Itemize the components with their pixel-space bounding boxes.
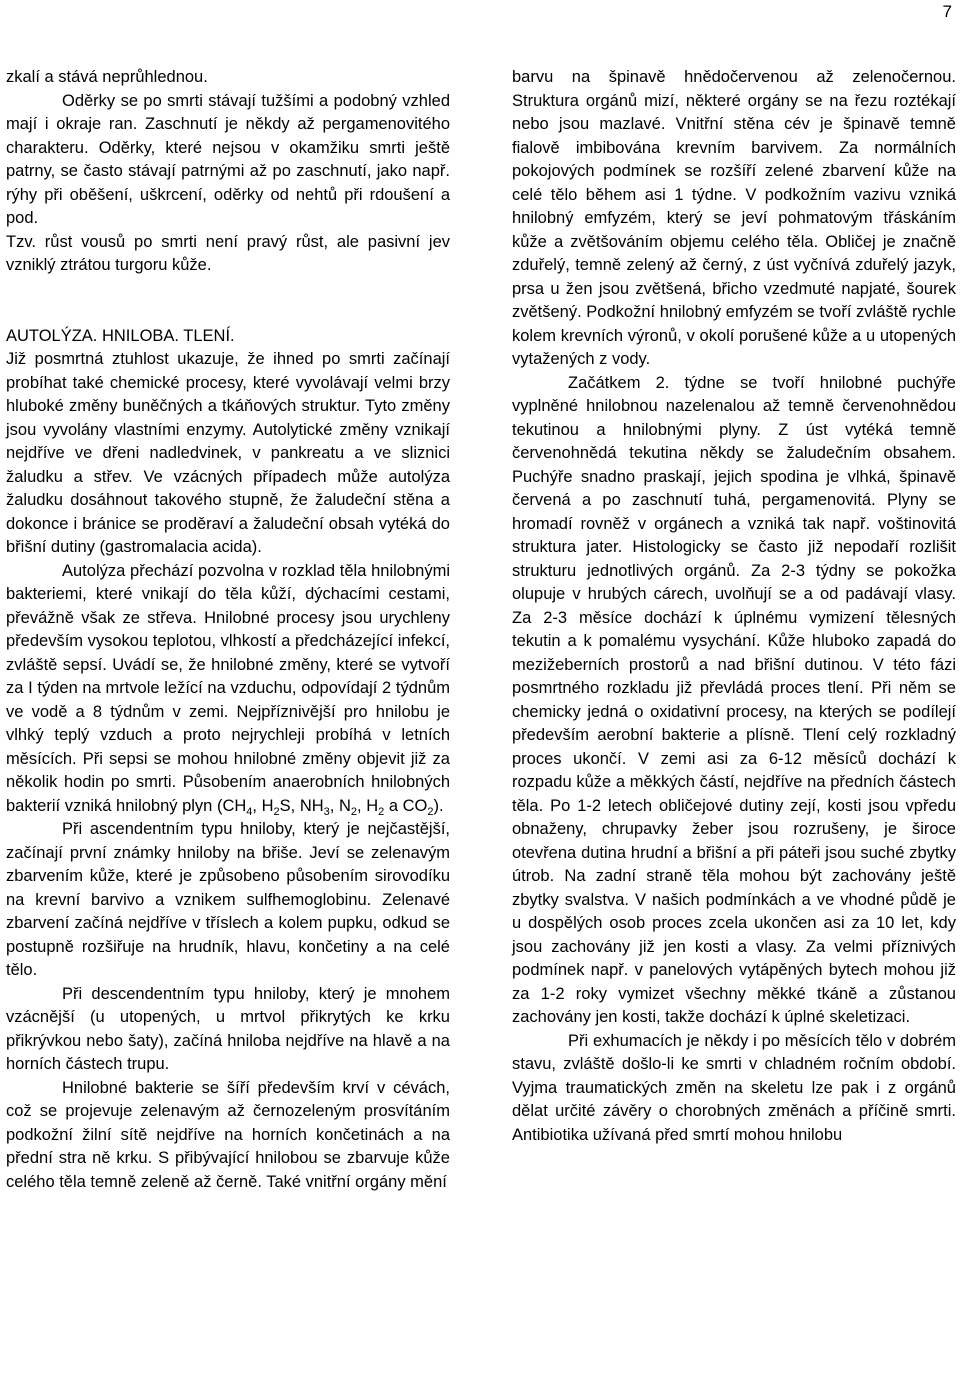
paragraph: Tzv. růst vousů po smrti není pravý růst, ale pasivní jev vzniklý ztrátou turgoru kůže. (6, 232, 450, 274)
page-number: 7 (942, 2, 952, 21)
paragraph: Oděrky se po smrti stávají tužšími a podobný vzhled mají i okraje ran. Zaschnutí je někdy až pergamenovitého charakteru. Oděrky, které nejsou v okamžiku smrti ještě patrny, se často stávají patrnými až po zaschnutí, jako např. rýhy při oběšení, uškrcení, oděrky od nehtů při rdoušení a pod. (6, 91, 450, 227)
paragraph: barvu na špinavě hnědočervenou až zelenočernou. Struktura orgánů mizí, některé orgány se na řezu roztékají nebo jsou mazlavé. Vnitřní stěna cév je špinavě temně fialově imbibována krevním barvivem. Za normálních pokojových podmínek se rozšíří zelené zbarvení kůže na celé tělo během asi 1 týdne. V podkožním vazivu vzniká hnilobný emfyzém, který se jeví pohmatovým třáskáním kůže a zvětšováním objemu celého těla. Obličej je značně zduřelý, temně zelený až černý, z úst vyčnívá zduřelý jazyk, prsa u žen jsou zvětšená, břicho vzedmuté napjaté, šourek zvětšený. Podkožní hnilobný emfyzém se tvoří zvláště rychle kolem krevních výronů, v okolí porušené kůže a u utopených vytažených z vody. (512, 68, 956, 368)
paragraph: Při descendentním typu hniloby, který je mnohem vzácnější (u utopených, u mrtvol přikrytých ke krku přikrývkou nebo šaty), začíná hniloba nejdříve na hlavě a na horních částech trupu. (6, 984, 450, 1073)
paragraph-with-formula: Autolýza přechází pozvolna v rozklad těla hnilobnými bakteriemi, které vnikají do těla kůží, dýchacími cestami, převážně však ze střeva. Hnilobné procesy jsou urychleny především vysokou teplotou, vlhkostí a předcházející infekcí, zvláště sepsí. Uvádí se, že hnilobné změny, které se vytvoří za I týden na mrtvole ležící na vzduchu, odpovídají 2 týdnům ve vodě a 8 týdnům v zemi. Nejpříznivější pro hnilobu je vlhký teplý vzduch a proto nejrychleji probíhá v letních měsících. Při sepsi se mohou hnilobné změny objevit již za několik hodin po smrti. Působením anaerobních hnilobných bakterií vzniká hnilobný plyn ($CH_4$, $H_2S$, $NH_3$, $N_2$, $H_2$ a $CO_2$). (6, 561, 450, 818)
paragraph: zkalí a stává neprůhlednou. (6, 68, 208, 86)
section-heading: AUTOLÝZA. HNILOBA. TLENÍ. (6, 326, 235, 345)
paragraph: Začátkem 2. týdne se tvoří hnilobné puchýře vyplněné hnilobnou nazelenalou až temně červenohnědou tekutinou a hnilobnými plyny. Z úst vytéká temně červenohnědá tekutina někdy se žaludečním obsahem. Puchýře snadno praskají, jejich spodina je vlhká, špinavě červená a po zaschnutí tuhá, pergamenovitá. Plyny se hromadí rovněž v orgánech a vzniká tak např. voštinovitá struktura jater. Histologicky se často již nepodaří rozlišit strukturu jednotlivých orgánů. Za 2-3 týdny se pokožka olupuje v hrubých cárech, uvolňují se a od padávají vlasy. Za 2-3 měsíce dochází k úplnému vymizení tělesných tekutin a k pomalému vysychání. Kůže hluboko zapadá do mezižeberních prostorů a nad břišní dutinou. V této fázi posmrtného rozkladu již převládá proces tlení. Při něm se chemicky jedná o oxidativní procesy, na kterých se podílejí především aerobní bakterie a plísně. Tlení celý rozkladný proces ukončí. V zemi asi za 6-12 měsíců dochází k rozpadu kůže a měkkých částí, nejdříve na předních částech těla. Po 1-2 letech obličejové dutiny zejí, kosti jsou vpředu obnaženy, chrupavky žeber jsou rozrušeny, je široce otevřena dutina hrudní a břišní a při páteři jsou suché zbytky útrob. Na zadní straně těla mohou být zachovány ještě zbytky svalstva. V našich podmínkách a ve vhodné půdě je u dospělých osob proces zcela ukončen asi za 10 let, kdy jsou zachovány již jen kosti a vlasy. Za velmi příznivých podmínek např. v panelových vytápěných bytech mohou již za 1-2 roky vymizet všechny měkké tkáně a zůstanou zachovány jen kosti, takže dochází k úplné skeletizaci. (512, 373, 956, 1026)
spacer (6, 278, 450, 325)
right-column (512, 66, 956, 1147)
left-column (6, 66, 450, 1194)
paragraph: Při exhumacích je někdy i po měsících tělo v dobrém stavu, zvláště došlo-li ke smrti v chladném ročním období. Vyjma traumatických změn na skeletu lze pak i z orgánů dělat určité závěry o chorobných změnách a příčině smrti. Antibiotika užívaná před smrtí mohou hnilobu (512, 1031, 956, 1144)
paragraph: Při ascendentním typu hniloby, který je nejčastější, začínají první známky hniloby na břiše. Jeví se zelenavým zbarvením kůže, které je způsobeno působením sirovodíku na krevní barvivo a vznikem sulfhemoglobinu. Zelenavé zbarvení začíná nejdříve v tříslech a kolem pupku, odkud se postupně rozšiřuje na hrudník, hlavu, končetiny a na celé tělo. (6, 820, 450, 979)
paragraph: Již posmrtná ztuhlost ukazuje, že ihned po smrti začínají probíhat také chemické procesy, které vyvolávají velmi brzy hluboké změny buněčných a tkáňových struktur. Tyto změny jsou vyvolány vlastními enzymy. Autolytické změny vznikají nejdříve ve dřeni nadledvinek, v pankreatu a ve sliznici žaludku a střev. Ve vzácných případech může autolýza žaludku dosáhnout takového stupně, že žaludeční stěna a dokonce i bránice se proděraví a žaludeční obsah vytéká do břišní dutiny (gastromalacia acida). (6, 350, 450, 556)
paragraph: Hnilobné bakterie se šíří především krví v cévách, což se projevuje zelenavým až černozeleným prosvítáním podkožní žilní sítě nejdříve na horních končetinách a na přední stra ně krku. S přibývající hnilobou se zbarvuje kůže celého těla temně zeleně až černě. Také vnitřní orgány mění (6, 1078, 450, 1191)
